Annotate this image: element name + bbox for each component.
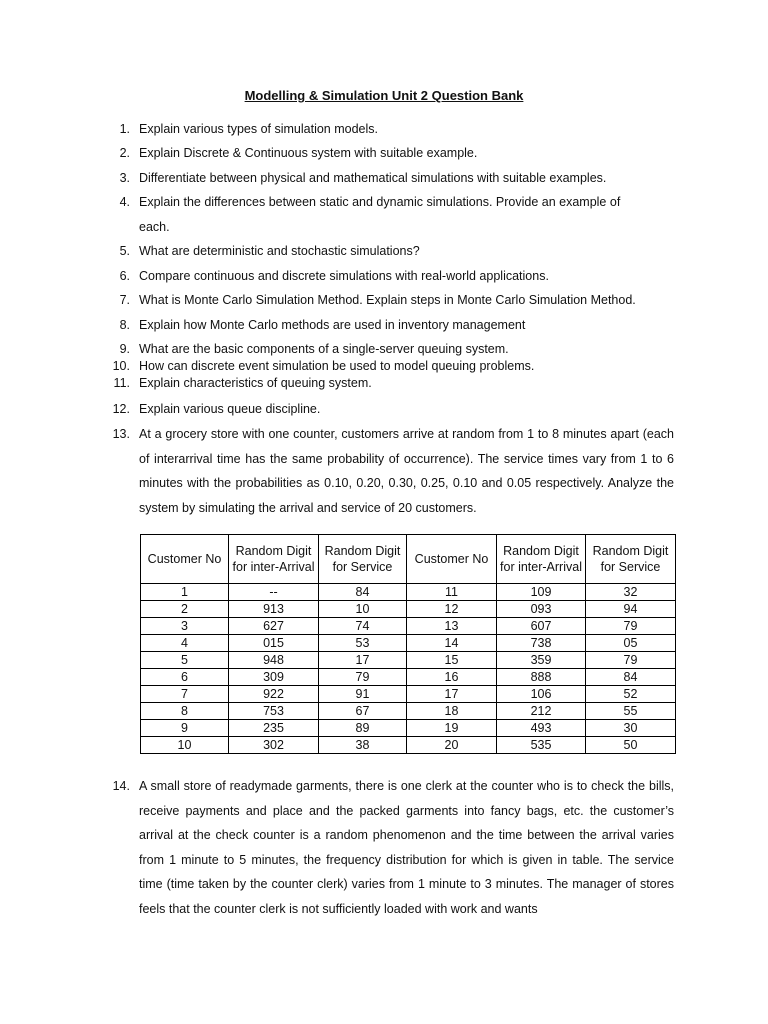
table-cell: 89 [319, 720, 407, 737]
question-text: Explain characteristics of queuing system. [139, 376, 372, 390]
table-cell: 535 [497, 737, 586, 754]
table-row [141, 584, 676, 601]
table-row [141, 652, 676, 669]
table-cell: 12 [407, 601, 497, 618]
table-body [141, 584, 676, 754]
table-cell: 32 [586, 584, 676, 601]
table-cell: 50 [586, 737, 676, 754]
table-cell: 20 [407, 737, 497, 754]
table-header: Random Digit for Service [586, 535, 676, 584]
table-cell: 6 [141, 669, 229, 686]
table-cell: 106 [497, 686, 586, 703]
table-cell: 3 [141, 618, 229, 635]
table-cell: 84 [586, 669, 676, 686]
table-cell: 7 [141, 686, 229, 703]
question-number: 2. [119, 146, 130, 160]
question-text: What is Monte Carlo Simulation Method. Explain steps in Monte Carlo Simulation Method. [139, 293, 636, 307]
table-cell: 302 [229, 737, 319, 754]
table-cell: 493 [497, 720, 586, 737]
table-row [141, 669, 676, 686]
table-cell: 17 [319, 652, 407, 669]
table-cell: 11 [407, 584, 497, 601]
table-cell: 607 [497, 618, 586, 635]
question-number: 7. [119, 293, 130, 307]
table-header: Random Digit for inter-Arrival [497, 535, 586, 584]
question-text: Explain various queue discipline. [139, 402, 321, 416]
question-text: Explain various types of simulation models. [139, 122, 379, 136]
table-cell: 235 [229, 720, 319, 737]
question-text: A small store of readymade garments, there is one clerk at the counter who is to check the bills, receive payments and place and the packed garments into fancy bags, etc. the customer’s arrival at the check counter is a random phenomenon and the time between the arrival varies from 1 minute to 5 minutes, the frequency distribution for which is given in table. The service time (time taken by the counter clerk) varies from 1 minute to 3 minutes. The manager of stores feels that the counter clerk is not sufficiently loaded with work and wants [139, 779, 674, 916]
page-title: Modelling & Simulation Unit 2 Question Bank [244, 88, 524, 103]
table-row [141, 720, 676, 737]
table-cell: 015 [229, 635, 319, 652]
table-row [141, 686, 676, 703]
table-cell: 109 [497, 584, 586, 601]
table-cell: 53 [319, 635, 407, 652]
table-cell: 19 [407, 720, 497, 737]
table-cell: 16 [407, 669, 497, 686]
table-cell: 52 [586, 686, 676, 703]
table-cell: -- [229, 584, 319, 601]
table-cell: 10 [319, 601, 407, 618]
table-cell: 309 [229, 669, 319, 686]
table-cell: 753 [229, 703, 319, 720]
table-cell: 948 [229, 652, 319, 669]
question-text: Explain Discrete & Continuous system with suitable example. [139, 146, 478, 160]
question-text: How can discrete event simulation be used to model queuing problems. [139, 359, 535, 373]
table-cell: 5 [141, 652, 229, 669]
question-number: 11. [113, 376, 130, 390]
question-text: What are deterministic and stochastic simulations? [139, 244, 420, 258]
table-cell: 14 [407, 635, 497, 652]
question-text: Differentiate between physical and mathematical simulations with suitable examples. [139, 171, 607, 185]
question-text: Compare continuous and discrete simulations with real-world applications. [139, 269, 549, 283]
question-number: 12. [112, 402, 130, 416]
table-row [141, 703, 676, 720]
table-row [141, 601, 676, 618]
table-cell: 359 [497, 652, 586, 669]
table-cell: 38 [319, 737, 407, 754]
table-cell: 79 [586, 618, 676, 635]
table-cell: 13 [407, 618, 497, 635]
table-cell: 15 [407, 652, 497, 669]
table-header: Customer No [407, 535, 497, 584]
question-number: 3. [119, 171, 130, 185]
table-cell: 30 [586, 720, 676, 737]
table-cell: 67 [319, 703, 407, 720]
table-cell: 4 [141, 635, 229, 652]
table-cell: 888 [497, 669, 586, 686]
question-number: 8. [119, 318, 130, 332]
table-header-row [141, 535, 676, 584]
table-header: Random Digit for inter-Arrival [229, 535, 319, 584]
question-number: 6. [119, 269, 130, 283]
table-header: Customer No [141, 535, 229, 584]
question-text: Explain how Monte Carlo methods are used in inventory management [139, 318, 526, 332]
table-cell: 94 [586, 601, 676, 618]
question-text: What are the basic components of a single-server queuing system. [139, 342, 509, 356]
table-cell: 922 [229, 686, 319, 703]
table-cell: 79 [586, 652, 676, 669]
table-cell: 05 [586, 635, 676, 652]
table-cell: 913 [229, 601, 319, 618]
table-cell: 55 [586, 703, 676, 720]
question-number: 14. [112, 779, 130, 793]
table-cell: 74 [319, 618, 407, 635]
table-cell: 91 [319, 686, 407, 703]
table-row [141, 635, 676, 652]
table-row [141, 737, 676, 754]
table-cell: 2 [141, 601, 229, 618]
table-cell: 738 [497, 635, 586, 652]
table-cell: 8 [141, 703, 229, 720]
table-cell: 212 [497, 703, 586, 720]
table-cell: 10 [141, 737, 229, 754]
table-cell: 1 [141, 584, 229, 601]
table-cell: 093 [497, 601, 586, 618]
table-cell: 17 [407, 686, 497, 703]
table-cell: 84 [319, 584, 407, 601]
table-cell: 79 [319, 669, 407, 686]
question-number: 1. [119, 122, 130, 136]
question-number: 5. [119, 244, 130, 258]
question-text: At a grocery store with one counter, customers arrive at random from 1 to 8 minutes apart (each of interarrival time has the same probability of occurrence). The service times vary from 1 to 6 minutes with the probabilities as 0.10, 0.20, 0.30, 0.25, 0.10 and 0.05 respectively. Analyze the system by simulating the arrival and service of 20 customers. [139, 427, 674, 515]
question-number: 10. [112, 359, 130, 373]
question-number: 9. [119, 342, 130, 356]
question-number: 4. [119, 195, 130, 209]
random-digit-table [140, 534, 676, 754]
table-row [141, 618, 676, 635]
table-cell: 627 [229, 618, 319, 635]
question-number: 13. [112, 427, 130, 441]
question-text: Explain the differences between static and dynamic simulations. Provide an example of each. [139, 195, 621, 234]
table-cell: 18 [407, 703, 497, 720]
table-header: Random Digit for Service [319, 535, 407, 584]
table-cell: 9 [141, 720, 229, 737]
